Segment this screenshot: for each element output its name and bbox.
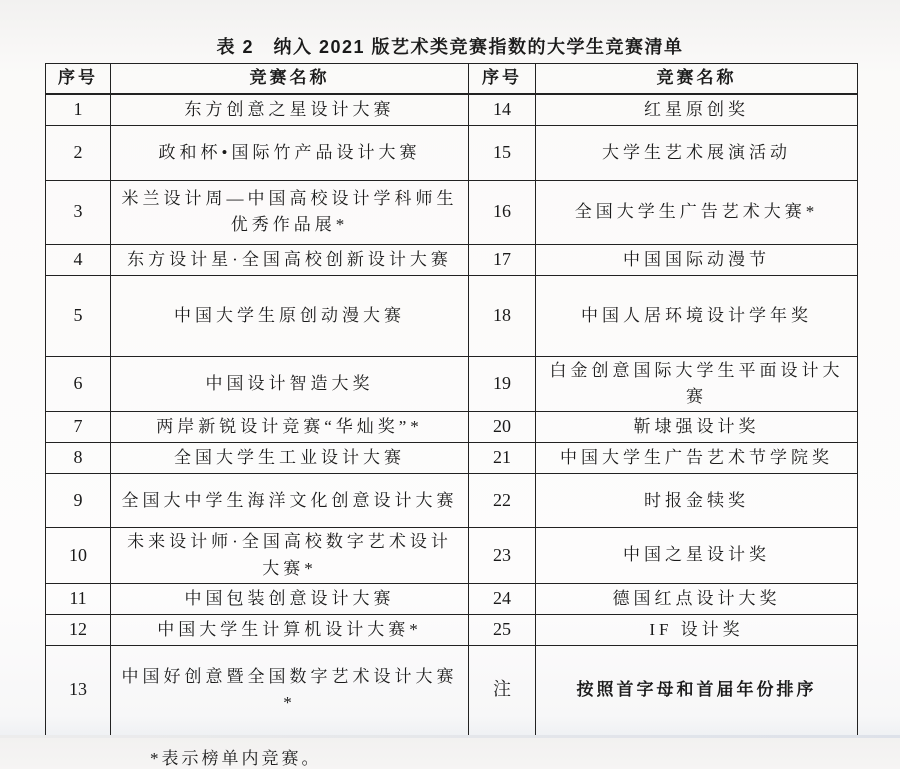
table-row — [46, 275, 858, 356]
table-row — [46, 180, 858, 244]
cell-index-left: 2 — [46, 125, 111, 180]
table-row — [46, 356, 858, 412]
cell-index-right: 25 — [469, 614, 536, 645]
cell-index-left: 9 — [46, 474, 111, 528]
cell-index-left: 8 — [46, 443, 111, 474]
table-row — [46, 528, 858, 584]
table-row — [46, 412, 858, 443]
cell-name-left: 未来设计师·全国高校数字艺术设计大赛* — [111, 528, 469, 584]
cell-index-right: 21 — [469, 443, 536, 474]
header-index-right: 序号 — [469, 64, 536, 95]
cell-index-right: 18 — [469, 275, 536, 356]
table-row — [46, 583, 858, 614]
cell-index-right: 17 — [469, 244, 536, 275]
cell-name-right: 靳埭强设计奖 — [536, 412, 858, 443]
cell-index-left: 12 — [46, 614, 111, 645]
cell-index-right: 20 — [469, 412, 536, 443]
cell-name-right: 时报金犊奖 — [536, 474, 858, 528]
cell-name-right: 中国国际动漫节 — [536, 244, 858, 275]
cell-index-left: 11 — [46, 583, 111, 614]
table-row — [46, 443, 858, 474]
cell-index-left: 3 — [46, 180, 111, 244]
cell-index-left: 5 — [46, 275, 111, 356]
table-row — [46, 125, 858, 180]
table-row — [46, 94, 858, 125]
bottom-accent-line — [0, 735, 900, 738]
footnote: *表示榜单内竞赛。 — [150, 748, 322, 768]
cell-index-right: 14 — [469, 94, 536, 125]
competition-table — [45, 63, 858, 736]
cell-index-left: 13 — [46, 645, 111, 735]
cell-name-left: 政和杯•国际竹产品设计大赛 — [111, 125, 469, 180]
table-body — [46, 94, 858, 735]
cell-name-left: 中国大学生计算机设计大赛* — [111, 614, 469, 645]
header-name-right: 竞赛名称 — [536, 64, 858, 95]
cell-name-right: 红星原创奖 — [536, 94, 858, 125]
cell-name-left: 中国包装创意设计大赛 — [111, 583, 469, 614]
cell-name-left: 两岸新锐设计竞赛“华灿奖”* — [111, 412, 469, 443]
cell-index-left: 4 — [46, 244, 111, 275]
cell-name-left: 东方创意之星设计大赛 — [111, 94, 469, 125]
cell-index-right: 23 — [469, 528, 536, 584]
cell-name-right: IF 设计奖 — [536, 614, 858, 645]
cell-name-left: 米兰设计周—中国高校设计学科师生优秀作品展* — [111, 180, 469, 244]
cell-name-right: 大学生艺术展演活动 — [536, 125, 858, 180]
header-index-left: 序号 — [46, 64, 111, 95]
table-header-row — [46, 64, 858, 95]
cell-index-right: 19 — [469, 356, 536, 412]
table-row — [46, 614, 858, 645]
cell-name-right: 中国大学生广告艺术节学院奖 — [536, 443, 858, 474]
cell-index-left: 6 — [46, 356, 111, 412]
page-title: 表 2 纳入 2021 版艺术类竞赛指数的大学生竞赛清单 — [216, 37, 684, 57]
cell-name-right: 德国红点设计大奖 — [536, 583, 858, 614]
cell-index-left: 1 — [46, 94, 111, 125]
cell-name-left: 全国大学生工业设计大赛 — [111, 443, 469, 474]
header-name-left: 竞赛名称 — [111, 64, 469, 95]
cell-index-left: 7 — [46, 412, 111, 443]
cell-name-left: 全国大中学生海洋文化创意设计大赛 — [111, 474, 469, 528]
cell-name-right: 全国大学生广告艺术大赛* — [536, 180, 858, 244]
cell-index-right: 24 — [469, 583, 536, 614]
cell-index-right: 22 — [469, 474, 536, 528]
cell-name-left: 中国设计智造大奖 — [111, 356, 469, 412]
table-row — [46, 474, 858, 528]
cell-index-right: 15 — [469, 125, 536, 180]
cell-name-left: 中国大学生原创动漫大赛 — [111, 275, 469, 356]
cell-name-right: 中国人居环境设计学年奖 — [536, 275, 858, 356]
cell-index-left: 10 — [46, 528, 111, 584]
table-row — [46, 645, 858, 735]
cell-name-right: 中国之星设计奖 — [536, 528, 858, 584]
cell-name-left: 东方设计星·全国高校创新设计大赛 — [111, 244, 469, 275]
cell-index-right: 注 — [469, 645, 536, 735]
table-row — [46, 244, 858, 275]
cell-name-right: 白金创意国际大学生平面设计大赛 — [536, 356, 858, 412]
cell-name-right: 按照首字母和首届年份排序 — [536, 645, 858, 735]
cell-index-right: 16 — [469, 180, 536, 244]
cell-name-left: 中国好创意暨全国数字艺术设计大赛* — [111, 645, 469, 735]
